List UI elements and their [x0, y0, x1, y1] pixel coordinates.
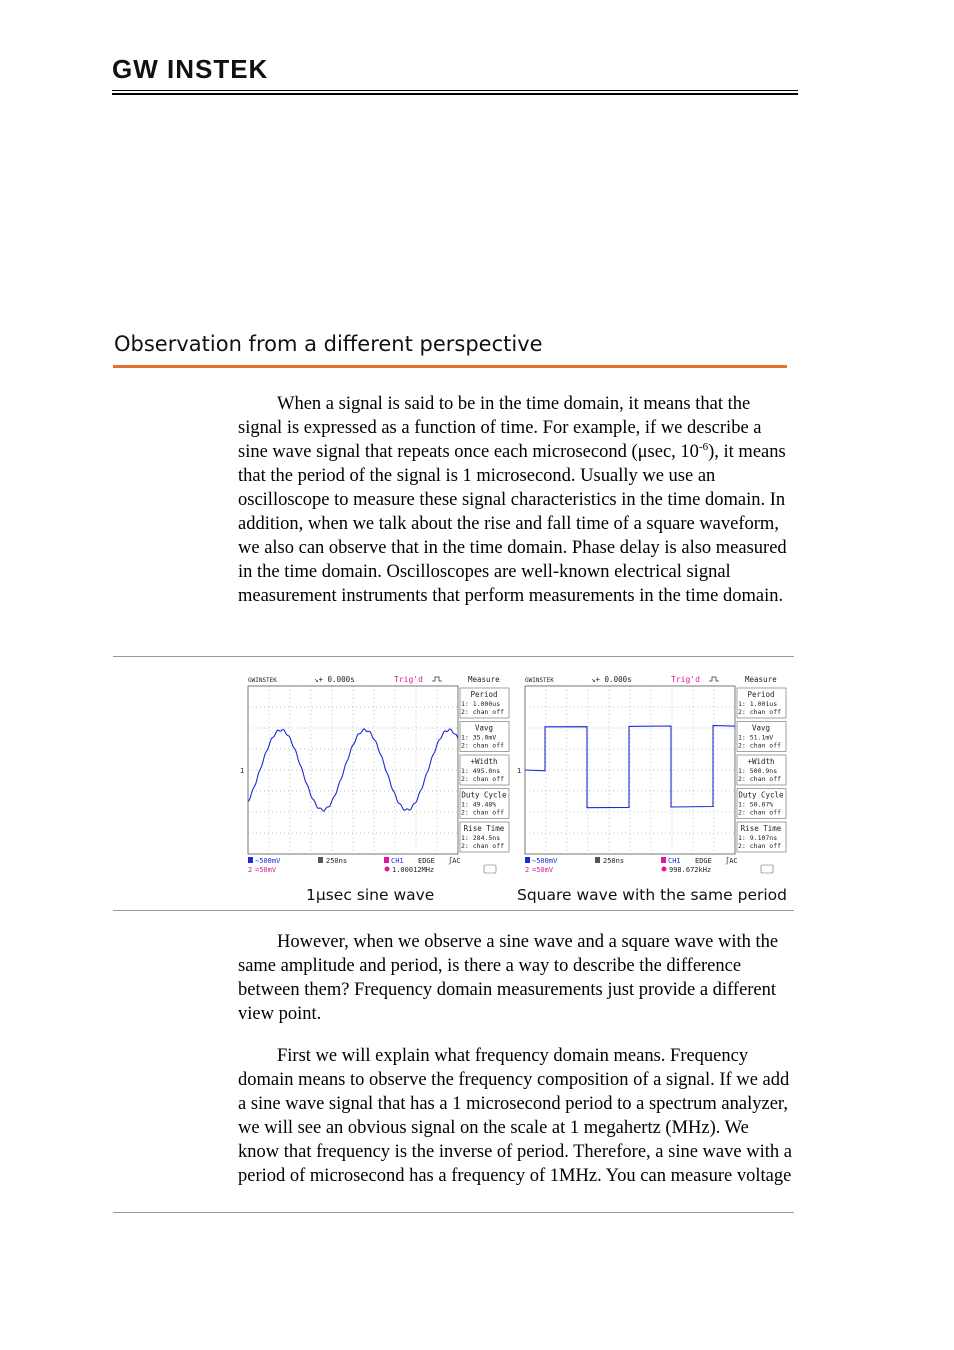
timebase-badge: [595, 857, 600, 863]
channel-marker: 1: [517, 767, 522, 775]
scope-screen: [240, 673, 510, 876]
time-scale: 250ns: [326, 857, 348, 865]
ch1-badge: [248, 857, 253, 863]
measure-channel-off: 2: chan off: [738, 708, 782, 716]
trigger-type: EDGE: [418, 857, 435, 865]
divider: [113, 910, 794, 911]
measure-value: 1: 9.107ns: [738, 834, 778, 842]
trigger-position: ↘+ 0.000s: [314, 675, 355, 684]
trigger-status: Trig'd: [394, 675, 423, 684]
oscilloscope-square: [517, 673, 787, 876]
trigger-type: EDGE: [695, 857, 712, 865]
measure-channel-off: 2: chan off: [461, 741, 505, 750]
measure-value: 1: 35.0mV: [461, 733, 497, 742]
measure-value: 1: 500.9ns: [738, 767, 778, 775]
measure-channel-off: 2: chan off: [738, 741, 782, 750]
paragraph-text: ), it means that the period of the signal is 1 microsecond. Usually we use an oscilloscope to measure these signal characteristics in the time domain. In addition, when we talk about the rise and fall time of a square waveform, we also can observe that in the time domain. Phase delay is also measured in the time domain. Oscilloscopes are well-known electrical signal measurement instruments that perform measurements in the time domain.: [238, 442, 787, 606]
brand-logo: GW INSTEK: [112, 54, 269, 84]
measure-name: Duty Cycle: [461, 790, 507, 800]
storage-icon: [484, 865, 496, 873]
section-underline: [113, 365, 787, 368]
storage-icon: [761, 865, 773, 873]
ch1-scale: ∼500mV: [255, 857, 281, 865]
ch1-scale: ∼500mV: [532, 857, 558, 865]
frequency-readout: 998.672kHz: [669, 866, 712, 874]
trigger-coupling: ∫AC: [725, 857, 738, 865]
trigger-edge-icon: [709, 677, 719, 681]
trigger-position: ↘+ 0.000s: [591, 675, 632, 684]
measure-value: 1: 51.1mV: [738, 733, 774, 742]
ch2-badge: 2: [248, 866, 253, 874]
superscript: -6: [698, 440, 709, 453]
time-scale: 250ns: [603, 857, 625, 865]
measure-channel-off: 2: chan off: [738, 808, 782, 817]
trigger-source: CH1: [391, 857, 404, 865]
scope-brand: GWINSTEK: [525, 677, 554, 684]
measure-value: 1: 1.001us: [738, 700, 778, 708]
scope-brand: GWINSTEK: [248, 677, 277, 684]
measure-name: Period: [747, 690, 775, 699]
ch2-scale: =50mV: [255, 866, 277, 874]
ch1-badge: [525, 857, 530, 863]
measure-value: 1: 495.0ns: [461, 767, 501, 775]
paragraph-text: However, when we observe a sine wave and a square wave with the same amplitude and period, is there a way to describe the difference between them? Frequency domain measurements just provide a different view point.: [238, 932, 779, 1024]
timebase-badge: [318, 857, 323, 863]
trigger-status: Trig'd: [671, 675, 700, 684]
measure-value: 1: 50.07%: [738, 800, 774, 809]
ch2-badge: 2: [525, 866, 530, 874]
menu-title: Measure: [468, 675, 500, 684]
oscilloscope-sine: [240, 673, 510, 876]
measure-name: Duty Cycle: [738, 790, 784, 800]
measure-name: Period: [470, 690, 498, 699]
channel-marker: 1: [240, 767, 245, 775]
measure-name: Vavg: [474, 723, 494, 733]
ch2-scale: =50mV: [532, 866, 554, 874]
measure-name: Vavg: [751, 723, 771, 733]
caption-sine: 1μsec sine wave: [306, 886, 435, 904]
trigger-badge: [661, 857, 666, 863]
measure-name: Rise Time: [463, 824, 505, 833]
paragraph-text: First we will explain what frequency domain means. Frequency domain means to observe the frequency composition of a signal. If we add a sine wave signal that has a 1 microsecond period to a spectrum analyzer, we will see an obvious signal on the scale at 1 megahertz (MHz). We know that frequency is the inverse of period. Therefore, a sine wave with a period of microsecond has a frequency of 1MHz. You can measure voltage: [238, 1046, 792, 1186]
menu-title: Measure: [745, 675, 777, 684]
scope-screen: [517, 673, 787, 876]
measure-name: Rise Time: [740, 824, 782, 833]
paragraph-text: When a signal is said to be in the time domain, it means that the signal is expressed as a function of time. For example, if we describe a sine wave signal that repeats once each microsecond (μsec, 10: [238, 394, 762, 462]
trigger-badge: [384, 857, 389, 863]
measure-channel-off: 2: chan off: [461, 808, 505, 817]
measure-channel-off: 2: chan off: [738, 842, 782, 850]
measure-name: +Width: [470, 757, 498, 766]
measure-channel-off: 2: chan off: [738, 775, 782, 783]
measure-name: +Width: [747, 757, 775, 766]
paragraph-time-domain: [238, 392, 794, 608]
header-rule-thick: [112, 93, 798, 95]
trigger-coupling: ∫AC: [448, 857, 461, 865]
trigger-source: CH1: [668, 857, 681, 865]
divider: [113, 1212, 794, 1213]
header-rule: [112, 90, 798, 91]
divider: [113, 656, 794, 657]
measure-channel-off: 2: chan off: [461, 842, 505, 850]
frequency-icon: [385, 867, 390, 872]
measure-channel-off: 2: chan off: [461, 708, 505, 716]
paragraph-frequency-domain: [238, 1044, 794, 1188]
trigger-edge-icon: [432, 677, 442, 681]
measure-channel-off: 2: chan off: [461, 775, 505, 783]
paragraph-comparison: [238, 930, 794, 1026]
measure-value: 1: 49.48%: [461, 800, 497, 809]
measure-value: 1: 1.000us: [461, 700, 501, 708]
measure-value: 1: 284.5ns: [461, 834, 501, 842]
frequency-icon: [662, 867, 667, 872]
caption-square: Square wave with the same period: [517, 886, 787, 904]
frequency-readout: 1.00012MHz: [392, 866, 435, 874]
section-title: Observation from a different perspective: [114, 332, 543, 356]
